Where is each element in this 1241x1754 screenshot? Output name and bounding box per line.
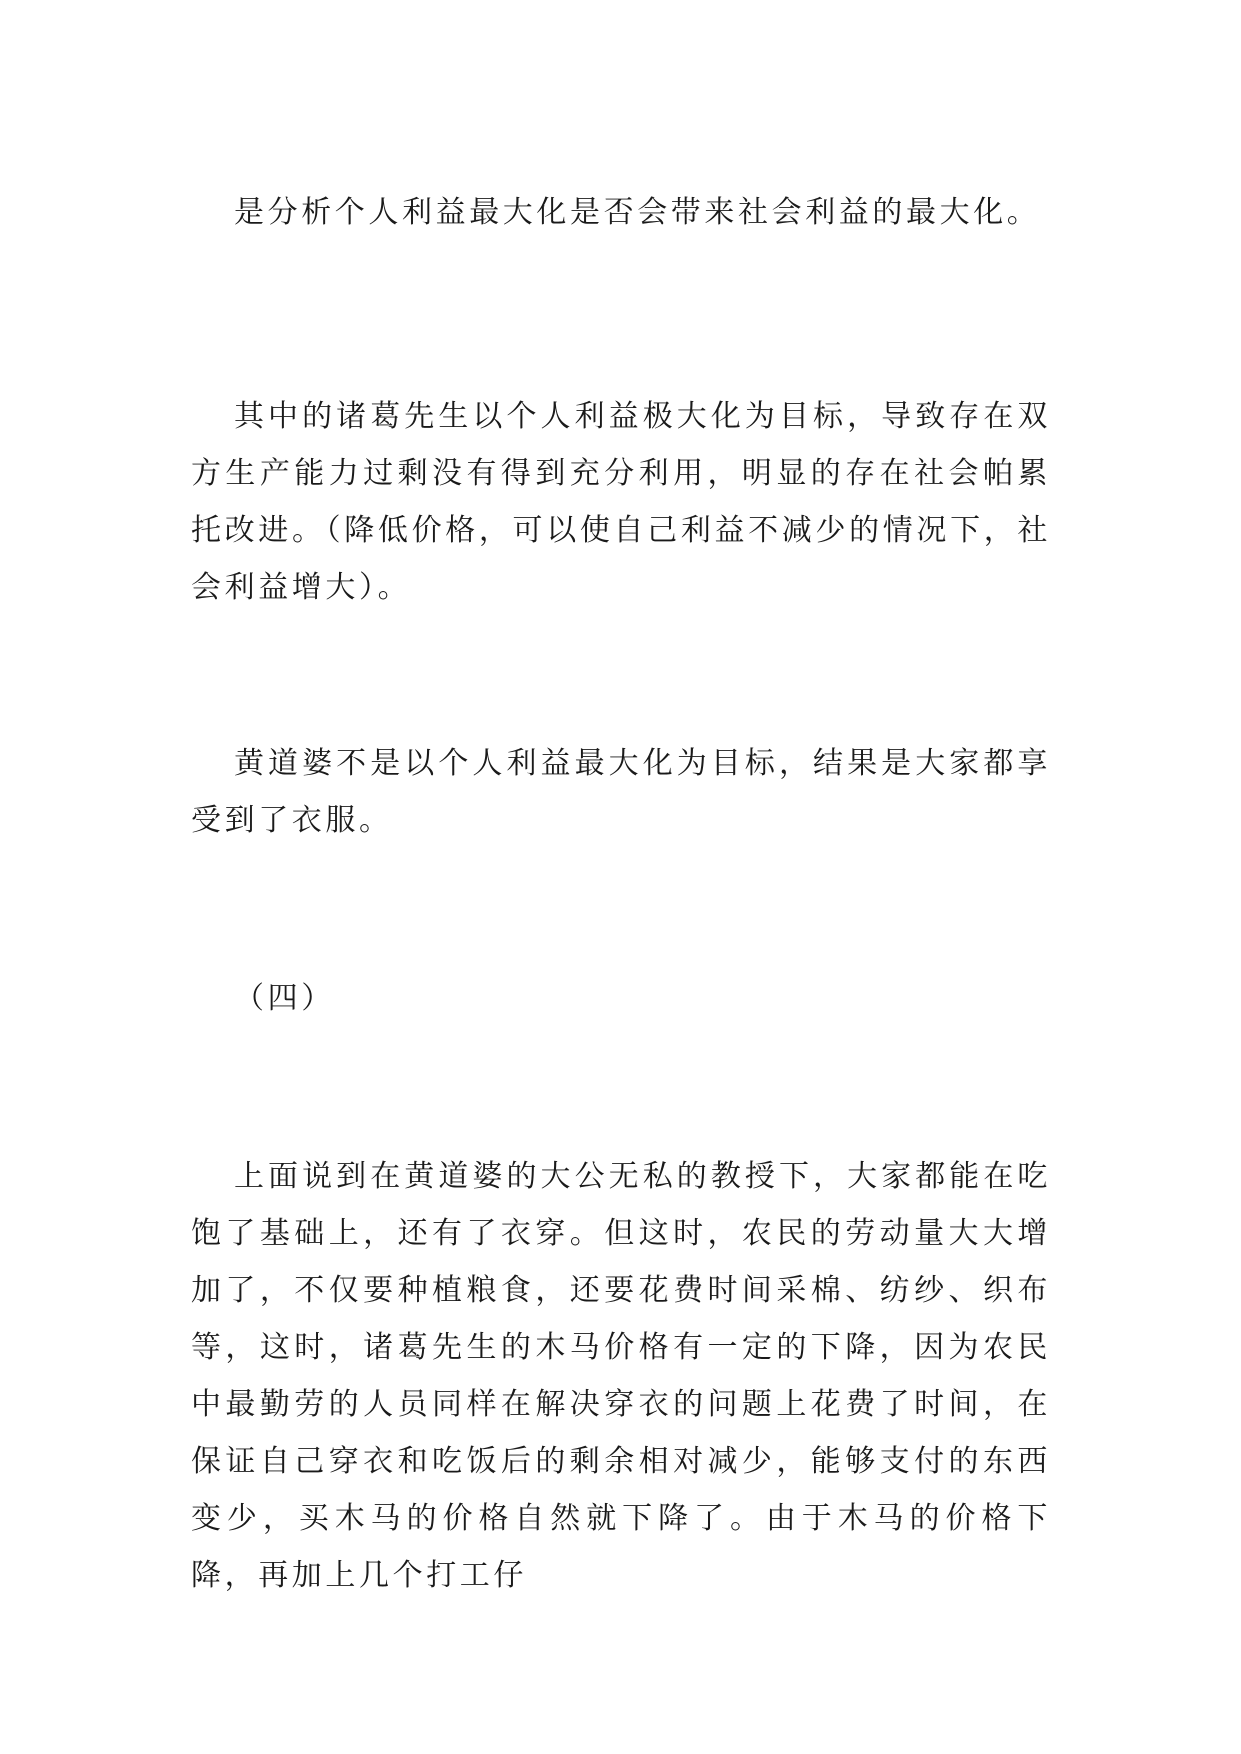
paragraph-2: 其中的诸葛先生以个人利益极大化为目标，导致存在双方生产能力过剩没有得到充分利用，明显的存在社会帕累托改进。（降低价格，可以使自己利益不减少的情况下，社会利益增大）。 [191, 399, 1051, 605]
section-heading: （四） [234, 981, 335, 1016]
paragraph-4: 上面说到在黄道婆的大公无私的教授下，大家都能在吃饱了基础上，还有了衣穿。但这时，农民的劳动量大大增加了，不仅要种植粮食，还要花费时间采棉、纺纱、织布等，这时，诸葛先生的木马价格有一定的下降，因为农民中最勤劳的人员同样在解决穿衣的问题上花费了时间，在保证自己穿衣和吃饭后的剩余相对减少，能够支付的东西变少，买木马的价格自然就下降了。由于木马的价格下降，再加上几个打工仔 [191, 1159, 1051, 1593]
paragraph-1: 是分析个人利益最大化是否会带来社会利益的最大化。 [234, 195, 1041, 230]
paragraph-3: 黄道婆不是以个人利益最大化为目标，结果是大家都享受到了衣服。 [191, 746, 1051, 838]
